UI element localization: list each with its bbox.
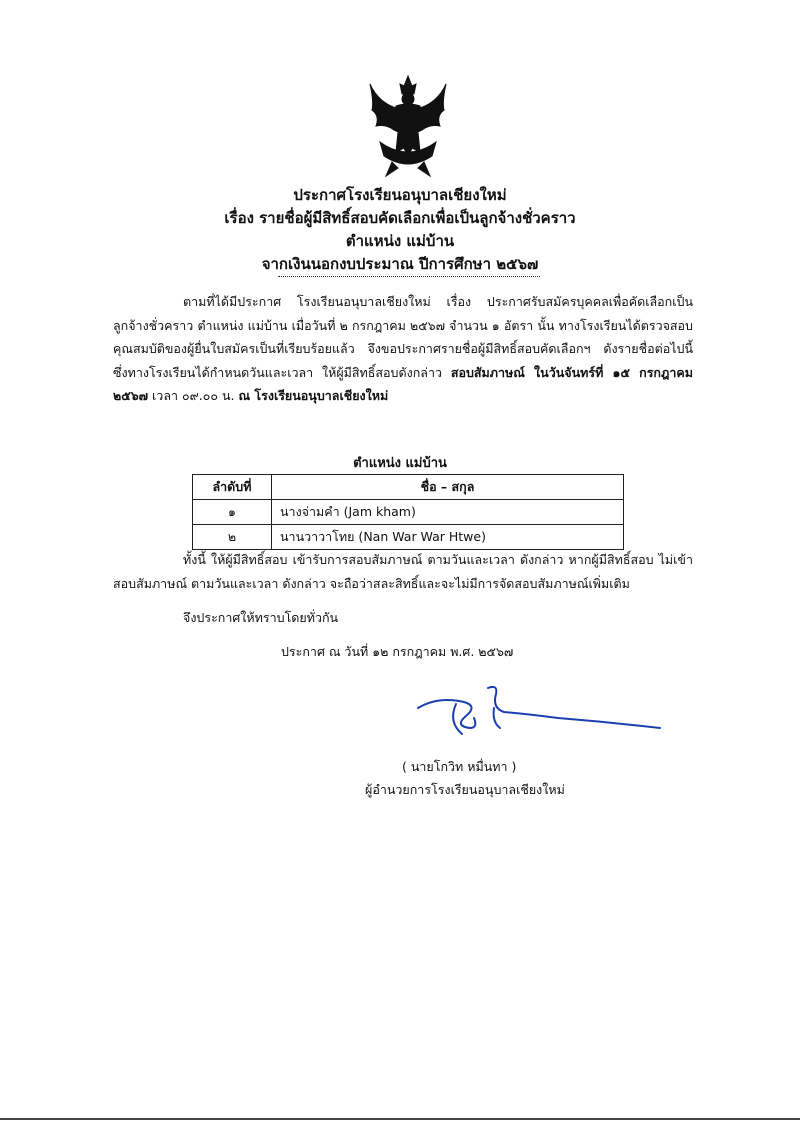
para1-text: ตามที่ได้มีประกาศ โรงเรียนอนุบาลเชียงใหม่ เรื่อง ประกาศรับสมัครบุคคลเพื่อคัดเลือกเป็นลูกจ้างชั่วคราว ตำแหน่ง แม่บ้าน เมื่อวันที่ ๒ กรกฎาคม ๒๕๖๗ จำนวน ๑ อัตรา นั้น ทางโรงเรียนได้ตรวจสอบคุณสมบัติของผู้ยื่นใบสมัครเป็นที่เรียบร้อยแล้ว จึงขอประกาศรายชื่อผู้มีสิทธิ์สอบคัดเลือกฯ ดังรายชื่อต่อไปนี้ ซึ่งทางโรงเรียนได้กำหนดวันและเวลา ให้ผู้มีสิทธิ์สอบดังกล่าว xyxy=(113,294,693,380)
signer-title: ผู้อำนวยการโรงเรียนอนุบาลเชียงใหม่ xyxy=(365,782,565,797)
announce-line: จึงประกาศให้ทราบโดยทั่วกัน xyxy=(183,610,339,625)
header-order: ลำดับที่ xyxy=(193,475,272,500)
header-line-1: ประกาศโรงเรียนอนุบาลเชียงใหม่ xyxy=(293,186,507,204)
row-name: นานวาวาโทย (Nan War War Htwe) xyxy=(272,525,624,550)
garuda-emblem-icon xyxy=(366,72,450,180)
body-paragraph-2: ทั้งนี้ ให้ผู้มีสิทธิ์สอบ เข้ารับการสอบสัมภาษณ์ ตามวันและเวลา ดังกล่าว หากผู้มีสิทธิ์สอบ ไม่เข้าสอบสัมภาษณ์ ตามวันและเวลา ดังกล่าว จะถือว่าสละสิทธิ์และจะไม่มีการจัดสอบสัมภาษณ์เพิ่มเติม xyxy=(113,552,693,591)
date-line: ประกาศ ณ วันที่ ๑๒ กรกฎาคม พ.ศ. ๒๕๖๗ xyxy=(281,644,514,659)
interview-time: เวลา ๐๙.๐๐ น. xyxy=(152,388,235,403)
row-order: ๑ xyxy=(193,500,272,525)
table-row xyxy=(193,500,624,525)
table-row xyxy=(193,525,624,550)
header-line-4: จากเงินนอกงบประมาณ ปีการศึกษา ๒๕๖๗ xyxy=(261,255,539,273)
candidate-table xyxy=(192,474,624,550)
scan-edge-line xyxy=(0,1118,800,1120)
header-name: ชื่อ – สกุล xyxy=(272,475,624,500)
interview-date: สอบสัมภาษณ์ ในวันจันทร์ที่ ๑๕ กรกฎาคม ๒๕๖๗ xyxy=(113,364,693,403)
table-header-row xyxy=(193,475,624,500)
signer-name: ( นายโกวิท หมื่นทา ) xyxy=(402,759,517,774)
header-line-3: ตำแหน่ง แม่บ้าน xyxy=(345,232,455,250)
interview-place: ณ โรงเรียนอนุบาลเชียงใหม่ xyxy=(238,388,389,403)
row-order: ๒ xyxy=(193,525,272,550)
row-name: นางจ่ามคำ (Jam kham) xyxy=(272,500,624,525)
body-paragraph-1 xyxy=(113,290,693,408)
dotted-divider xyxy=(278,276,540,277)
header-line-2: เรื่อง รายชื่อผู้มีสิทธิ์สอบคัดเลือกเพื่อเป็นลูกจ้างชั่วคราว xyxy=(224,209,576,227)
signature-image xyxy=(408,678,672,740)
table-caption: ตำแหน่ง แม่บ้าน xyxy=(353,456,447,471)
